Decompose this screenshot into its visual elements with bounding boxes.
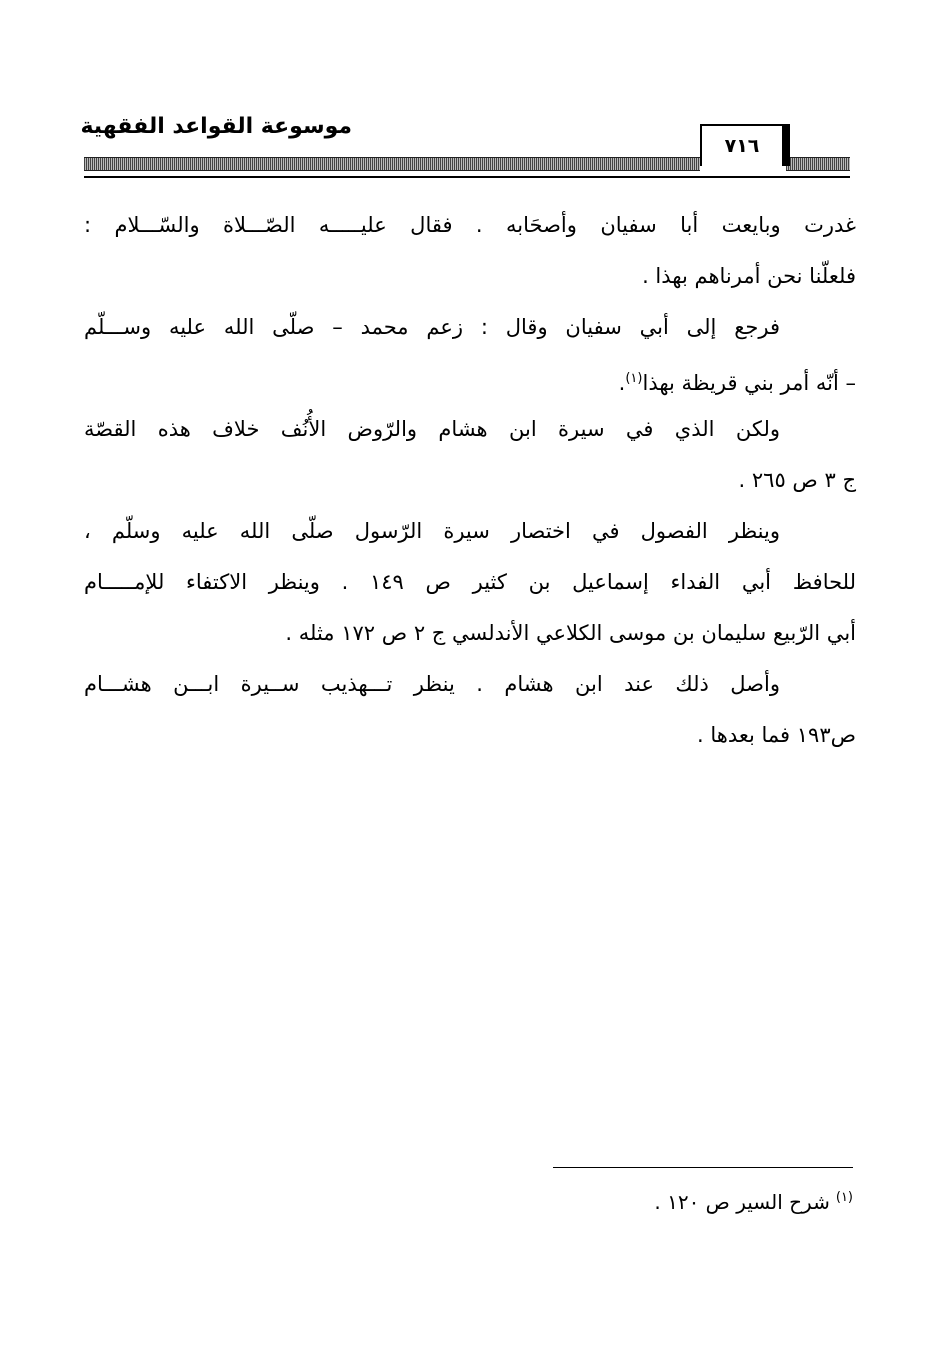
running-title: موسوعة القواعد الفقهية xyxy=(80,114,352,139)
text-line: أبي الرّبيع سليمان بن موسى الكلاعي الأندلسي ج ٢ ص ١٧٢ مثله . xyxy=(285,621,856,645)
text-line: فلعلّنا نحن أمرناهم بهذا . xyxy=(642,264,856,288)
text-line: وأصل ذلك عند ابن هشام . ينظر تـــهذيب ســيرة ابـــن هشـــام xyxy=(84,672,780,696)
text-line: ولكن الذي في سيرة ابن هشام والرّوض الأُنُف خلاف هذه القصّة xyxy=(84,417,780,441)
text-line: ج ٣ ص ٢٦٥ . xyxy=(738,468,856,492)
page-number: ٧١٦ xyxy=(700,124,784,166)
text-line: للحافظ أبي الفداء إسماعيل بن كثير ص ١٤٩ . وينظر الاكتفاء للإمـــــام xyxy=(84,570,856,594)
footnote-reference: (١) xyxy=(625,371,643,386)
body-text xyxy=(84,200,856,761)
text-line: ص١٩٣ فما بعدها . xyxy=(697,723,856,747)
footnote-separator xyxy=(553,1167,853,1168)
text-line: فرجع إلى أبي سفيان وقال : زعم محمد – صلّى الله عليه وســـلّم xyxy=(84,315,780,339)
footnote-text: شرح السير ص ١٢٠ . xyxy=(654,1190,830,1214)
text-line-with-footnote xyxy=(84,353,856,404)
text-line: غدرت وبايعت أبا سفيان وأصحَابه . فقال عليـــــه الصّـــلاة والسّـــلام : xyxy=(84,213,856,237)
text-line-main: – أنّه أمر بني قريظة بهذا xyxy=(642,371,856,395)
footnote xyxy=(654,1190,853,1214)
text-line-end: . xyxy=(618,371,626,395)
footnote-marker: (١) xyxy=(835,1190,853,1206)
header-rule xyxy=(84,176,850,178)
text-line: وينظر الفصول في اختصار سيرة الرّسول صلّى الله عليه وسلّم ، xyxy=(84,519,780,543)
